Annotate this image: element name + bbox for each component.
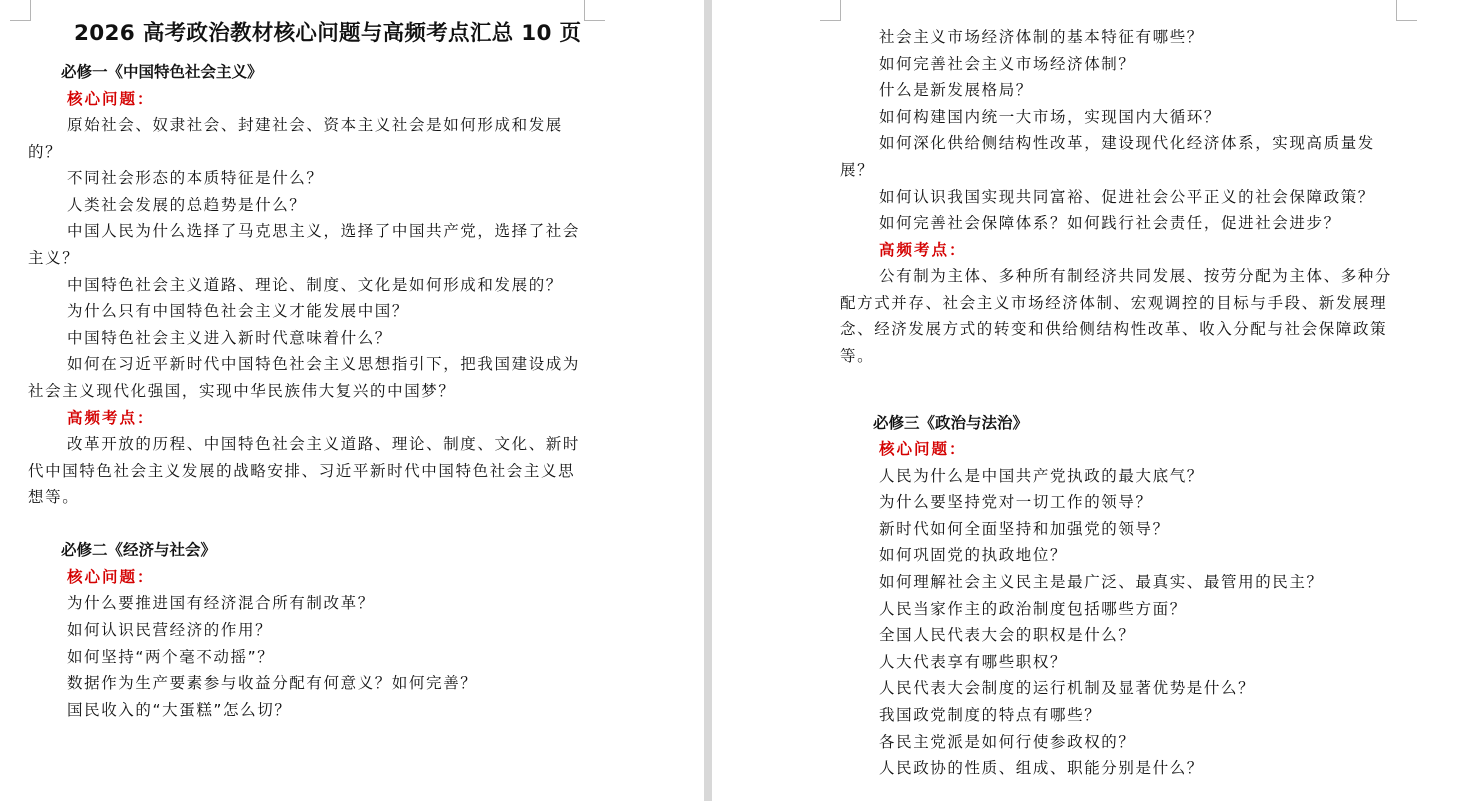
question-item: 如何在习近平新时代中国特色社会主义思想指引下，把我国建设成为社会主义现代化强国，实现中华民族伟大复兴的中国梦？: [28, 355, 581, 400]
question-item: 人民代表大会制度的运行机制及显著优势是什么？: [879, 679, 1256, 698]
question-item: 中国特色社会主义道路、理论、制度、文化是如何形成和发展的？: [67, 275, 563, 294]
question-item: 如何认识民营经济的作用？: [67, 621, 273, 639]
question-item: 人民为什么是中国共产党执政的最大底气？: [879, 466, 1204, 485]
document-title: 2026 高考政治教材核心问题与高频考点汇总 10 页: [74, 21, 582, 46]
question-item: 如何构建国内统一大市场，实现国内大循环？: [879, 107, 1222, 126]
section-heading-3: 必修三《政治与法治》: [873, 412, 1029, 432]
document-page-right: [712, 0, 1469, 801]
question-item: 如何完善社会主义市场经济体制？: [879, 54, 1136, 73]
question-item: 如何认识我国实现共同富裕、促进社会公平正义的社会保障政策？: [879, 187, 1375, 206]
crop-mark: [820, 0, 841, 21]
section-heading-1: 必修一《中国特色社会主义》: [61, 62, 263, 81]
hot-topics-text: 改革开放的历程、中国特色社会主义道路、理论、制度、文化、新时代中国特色社会主义发展的战略安排、习近平新时代中国特色社会主义思想等。: [28, 435, 581, 507]
core-questions-label: 核心问题：: [67, 89, 155, 108]
question-item: 国民收入的“大蛋糕”怎么切？: [67, 700, 292, 719]
question-item: 数据作为生产要素参与收益分配有何意义？如何完善？: [67, 674, 478, 693]
hot-topics-label: 高频考点：: [67, 408, 155, 427]
question-item: 新时代如何全面坚持和加强党的领导？: [879, 519, 1170, 538]
document-page-left: [0, 0, 704, 801]
question-item: 中国人民为什么选择了马克思主义，选择了中国共产党，选择了社会主义？: [28, 222, 581, 267]
question-item: 不同社会形态的本质特征是什么？: [67, 169, 324, 188]
crop-mark: [1396, 0, 1417, 21]
question-item: 为什么要坚持党对一切工作的领导？: [879, 493, 1153, 512]
question-item: 如何坚持“两个毫不动摇”？: [67, 647, 275, 666]
question-item: 如何巩固党的执政地位？: [879, 546, 1068, 565]
question-item: 原始社会、奴隶社会、封建社会、资本主义社会是如何形成和发展的？: [28, 116, 563, 161]
core-questions-label: 核心问题：: [67, 567, 155, 586]
question-item: 人类社会发展的总趋势是什么？: [67, 195, 307, 214]
question-item: 如何理解社会主义民主是最广泛、最真实、最管用的民主？: [879, 573, 1324, 591]
question-item: 各民主党派是如何行使参政权的？: [879, 732, 1136, 751]
question-item: 中国特色社会主义进入新时代意味着什么？: [67, 328, 392, 347]
page-gutter: [704, 0, 712, 801]
question-item: 人民政协的性质、组成、职能分别是什么？: [879, 759, 1204, 778]
hot-topics-label: 高频考点：: [879, 240, 967, 259]
core-questions-label: 核心问题：: [879, 440, 967, 459]
question-item: 人民当家作主的政治制度包括哪些方面？: [879, 599, 1187, 618]
question-item: 为什么只有中国特色社会主义才能发展中国？: [67, 302, 410, 321]
question-item: 为什么要推进国有经济混合所有制改革？: [67, 594, 375, 613]
question-item: 人大代表享有哪些职权？: [879, 652, 1068, 671]
question-item: 我国政党制度的特点有哪些？: [879, 705, 1102, 724]
question-item: 社会主义市场经济体制的基本特征有哪些？: [879, 28, 1204, 46]
section-heading-2: 必修二《经济与社会》: [61, 540, 217, 560]
crop-mark: [584, 0, 605, 21]
question-item: 全国人民代表大会的职权是什么？: [879, 626, 1136, 645]
question-item: 什么是新发展格局？: [879, 81, 1033, 100]
question-item: 如何完善社会保障体系？如何践行社会责任，促进社会进步？: [879, 214, 1341, 233]
hot-topics-text: 公有制为主体、多种所有制经济共同发展、按劳分配为主体、多种分配方式并存、社会主义市场经济体制、宏观调控的目标与手段、新发展理念、经济发展方式的转变和供给侧结构性改革、收入分配与社会保障政策等。: [840, 267, 1393, 366]
question-item: 如何深化供给侧结构性改革，建设现代化经济体系，实现高质量发展？: [840, 134, 1375, 179]
